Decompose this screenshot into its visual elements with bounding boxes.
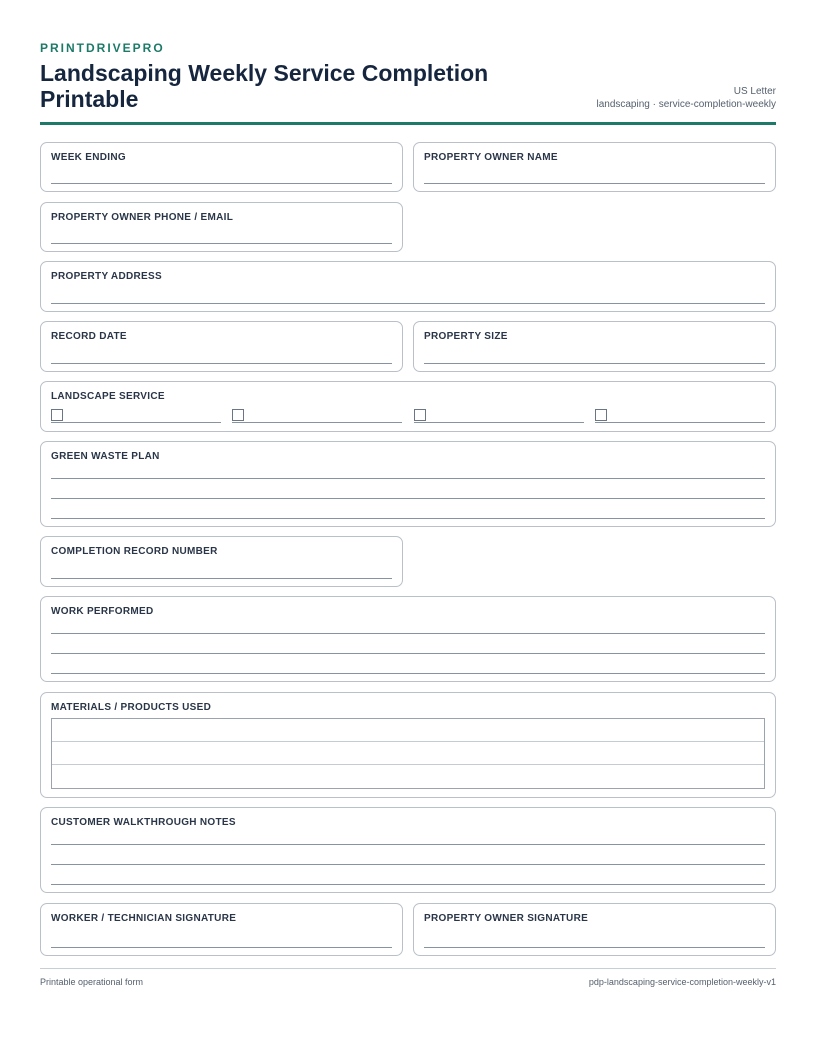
brand-name: PRINTDRIVEPRO [40, 41, 165, 55]
materials-row-2[interactable] [52, 742, 764, 765]
service-option-4[interactable] [595, 409, 765, 423]
record-date-field[interactable] [40, 321, 403, 372]
green-waste-line-1[interactable] [51, 478, 765, 479]
worker-signature-input-line[interactable] [51, 947, 392, 948]
property-size-label: PROPERTY SIZE [424, 331, 508, 342]
owner-contact-field[interactable] [40, 202, 403, 252]
owner-contact-input-line[interactable] [51, 243, 392, 244]
header-rule [40, 122, 776, 125]
work-performed-line-2[interactable] [51, 653, 765, 654]
property-size-input-line[interactable] [424, 363, 765, 364]
footer-description: Printable operational form [40, 977, 144, 987]
property-address-field[interactable] [40, 261, 776, 312]
green-waste-line-3[interactable] [51, 518, 765, 519]
week-ending-input-line[interactable] [51, 183, 392, 184]
property-address-label: PROPERTY ADDRESS [51, 271, 162, 282]
service-checkbox-1[interactable] [51, 409, 63, 421]
owner-name-input-line[interactable] [424, 183, 765, 184]
worker-signature-label: WORKER / TECHNICIAN SIGNATURE [51, 913, 237, 924]
form-page [40, 0, 776, 1056]
landscape-service-label: LANDSCAPE SERVICE [51, 391, 165, 402]
owner-signature-input-line[interactable] [424, 947, 765, 948]
work-performed-line-1[interactable] [51, 633, 765, 634]
walkthrough-notes-field[interactable] [40, 807, 776, 893]
property-address-input-line[interactable] [51, 303, 765, 304]
work-performed-field[interactable] [40, 596, 776, 682]
walkthrough-notes-label: CUSTOMER WALKTHROUGH NOTES [51, 817, 236, 828]
footer-rule [40, 968, 776, 969]
service-option-line-4[interactable] [595, 422, 765, 423]
week-ending-label: WEEK ENDING [51, 152, 126, 163]
work-performed-label: WORK PERFORMED [51, 606, 154, 617]
service-checkbox-4[interactable] [595, 409, 607, 421]
completion-record-number-field[interactable] [40, 536, 403, 587]
walkthrough-notes-line-3[interactable] [51, 884, 765, 885]
service-option-line-2[interactable] [232, 422, 402, 423]
work-performed-line-3[interactable] [51, 673, 765, 674]
owner-signature-label: PROPERTY OWNER SIGNATURE [424, 913, 589, 924]
green-waste-plan-label: GREEN WASTE PLAN [51, 451, 160, 462]
completion-record-number-label: COMPLETION RECORD NUMBER [51, 546, 218, 557]
materials-used-label: MATERIALS / PRODUCTS USED [51, 702, 212, 713]
owner-contact-label: PROPERTY OWNER PHONE / EMAIL [51, 212, 234, 223]
service-option-1[interactable] [51, 409, 221, 423]
service-option-3[interactable] [414, 409, 584, 423]
record-date-input-line[interactable] [51, 363, 392, 364]
owner-name-label: PROPERTY OWNER NAME [424, 152, 558, 163]
walkthrough-notes-line-1[interactable] [51, 844, 765, 845]
form-title: Landscaping Weekly Service Completion Printable [40, 60, 489, 112]
form-meta [596, 85, 776, 111]
form-slug: landscaping · service-completion-weekly [596, 99, 776, 110]
materials-table [51, 718, 765, 789]
service-checkbox-3[interactable] [414, 409, 426, 421]
worker-signature-field[interactable] [40, 903, 403, 956]
service-option-line-1[interactable] [51, 422, 221, 423]
materials-row-1[interactable] [52, 719, 764, 742]
paper-size: US Letter [733, 86, 776, 97]
green-waste-plan-field[interactable] [40, 441, 776, 527]
walkthrough-notes-line-2[interactable] [51, 864, 765, 865]
owner-name-field[interactable] [413, 142, 776, 192]
footer-form-id: pdp-landscaping-service-completion-weekly-v1 [588, 977, 776, 987]
owner-signature-field[interactable] [413, 903, 776, 956]
green-waste-line-2[interactable] [51, 498, 765, 499]
record-date-label: RECORD DATE [51, 331, 127, 342]
week-ending-field[interactable] [40, 142, 403, 192]
service-option-2[interactable] [232, 409, 402, 423]
materials-used-field [40, 692, 776, 798]
completion-record-number-input-line[interactable] [51, 578, 392, 579]
materials-row-3[interactable] [52, 765, 764, 788]
property-size-field[interactable] [413, 321, 776, 372]
landscape-service-field [40, 381, 776, 432]
service-checkbox-2[interactable] [232, 409, 244, 421]
service-option-line-3[interactable] [414, 422, 584, 423]
